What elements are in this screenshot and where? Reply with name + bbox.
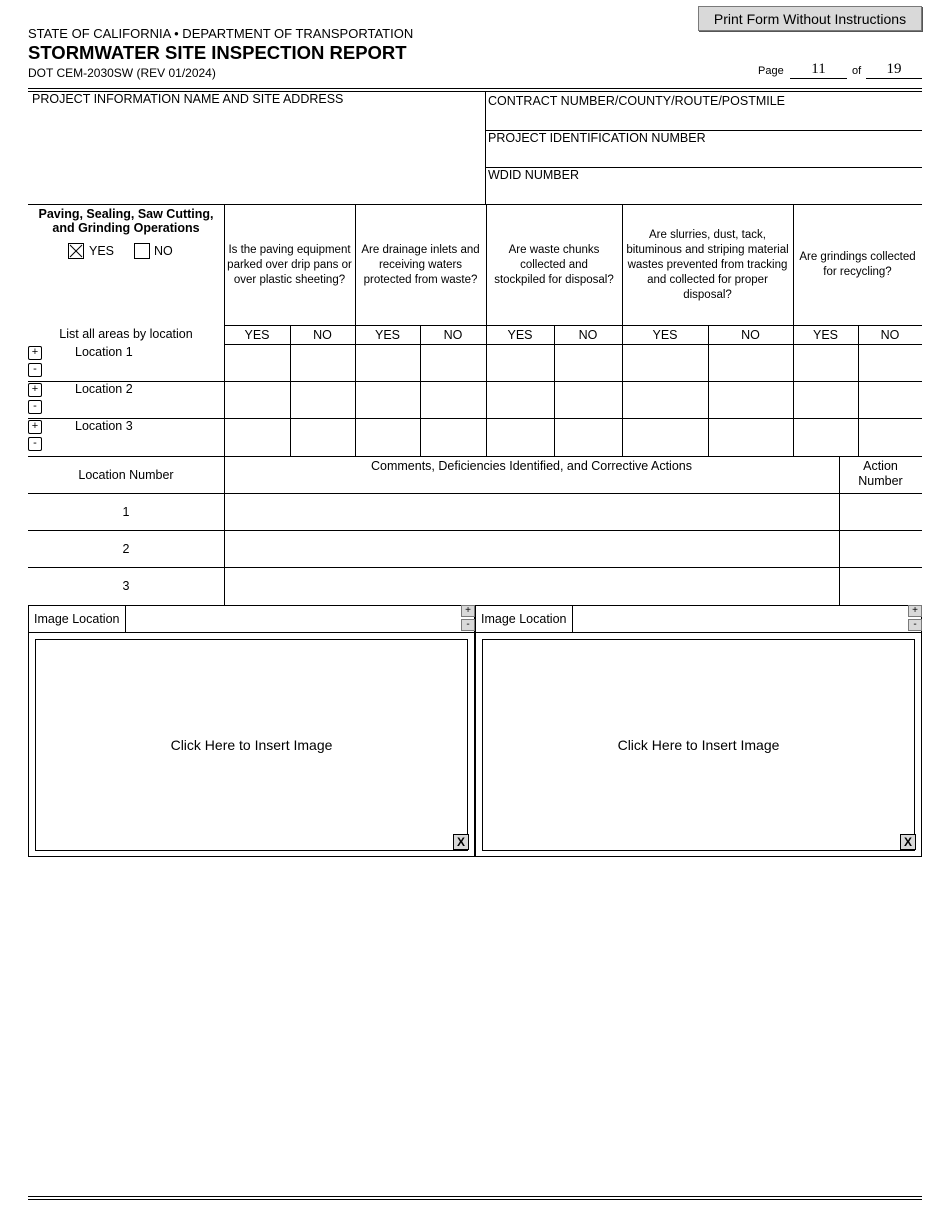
remove-image-button[interactable]: - — [461, 619, 475, 631]
location-input[interactable] — [45, 359, 223, 377]
location-3-q1-yes-cell[interactable] — [225, 419, 289, 455]
project-info-label: PROJECT INFORMATION NAME AND SITE ADDRESS — [32, 92, 344, 106]
location-1-q5-no-cell[interactable] — [859, 345, 921, 380]
location-3-q4-no-cell[interactable] — [709, 419, 792, 455]
divider — [224, 325, 922, 326]
project-id-input[interactable] — [487, 147, 921, 167]
question-text-line: and collected for proper disposal? — [647, 273, 768, 301]
close-icon[interactable]: X — [900, 834, 916, 850]
location-1-q1-yes-cell[interactable] — [225, 345, 289, 380]
question-text-line: collected and — [520, 258, 588, 271]
location-2-q5-yes-cell[interactable] — [794, 382, 857, 417]
question-5-header — [793, 205, 922, 325]
list-areas-label: List all areas by location — [59, 327, 193, 341]
top-rule — [28, 88, 922, 89]
question-text-line: wastes prevented from tracking — [627, 258, 788, 271]
location-2-q2-no-cell[interactable] — [421, 382, 485, 417]
question-text-line: bituminous and striping material — [626, 243, 789, 256]
question-text-line: Are waste chunks — [508, 243, 600, 256]
question-text-line: over plastic sheeting? — [233, 273, 346, 286]
location-2-q4-yes-cell[interactable] — [623, 382, 707, 417]
action-number-input[interactable] — [840, 568, 921, 604]
location-1-q3-no-cell[interactable] — [555, 345, 621, 380]
location-input[interactable] — [45, 433, 223, 451]
section-no-checkbox[interactable] — [134, 243, 150, 259]
location-2-q1-no-cell[interactable] — [291, 382, 354, 417]
answer-no-header: NO — [578, 327, 598, 342]
question-text-line: protected from waste? — [363, 273, 478, 286]
location-1-q1-no-cell[interactable] — [291, 345, 354, 380]
remove-location-button[interactable]: - — [28, 400, 42, 414]
location-3-q3-yes-cell[interactable] — [487, 419, 553, 455]
location-1-q3-yes-cell[interactable] — [487, 345, 553, 380]
insert-image-area[interactable]: Click Here to Insert Image — [35, 639, 468, 851]
action-number-input[interactable] — [840, 494, 921, 529]
agency-name: STATE OF CALIFORNIA • DEPARTMENT OF TRANSPORTATION — [28, 26, 414, 41]
location-2-q2-yes-cell[interactable] — [356, 382, 419, 417]
add-location-button[interactable]: + — [28, 346, 42, 360]
location-2-q5-no-cell[interactable] — [859, 382, 921, 417]
answer-no-header: NO — [313, 327, 332, 342]
form-title: STORMWATER SITE INSPECTION REPORT — [28, 42, 407, 63]
bottom-rule — [28, 1196, 922, 1197]
answer-no-header: NO — [741, 327, 760, 342]
page-label: Page — [758, 65, 784, 77]
question-2-header — [355, 205, 486, 325]
location-number-header: Location Number — [78, 468, 174, 482]
divider — [28, 632, 475, 633]
location-1-q4-yes-cell[interactable] — [623, 345, 707, 380]
divider — [485, 92, 486, 205]
comments-input[interactable] — [225, 568, 838, 604]
question-text-line: Are slurries, dust, tack, — [649, 228, 766, 241]
image-location-input[interactable] — [574, 606, 906, 631]
location-3-q2-yes-cell[interactable] — [356, 419, 419, 455]
location-number-cell: 3 — [122, 579, 130, 593]
location-3-q5-no-cell[interactable] — [859, 419, 921, 455]
action-header-line2: Number — [858, 474, 903, 488]
remove-location-button[interactable]: - — [28, 437, 42, 451]
location-1-q2-yes-cell[interactable] — [356, 345, 419, 380]
answer-yes-header: YES — [812, 327, 838, 342]
question-text-line: Are grindings collected — [799, 251, 916, 263]
image-location-input[interactable] — [127, 606, 459, 631]
action-number-header — [839, 459, 922, 489]
answer-no-header: NO — [443, 327, 463, 342]
add-image-button[interactable]: + — [908, 605, 922, 617]
question-text-line: receiving waters — [378, 258, 463, 271]
remove-image-button[interactable]: - — [908, 619, 922, 631]
of-label: of — [852, 65, 862, 77]
location-label: Location 3 — [75, 419, 133, 433]
insert-image-area[interactable]: Click Here to Insert Image — [482, 639, 915, 851]
question-text-line: stockpiled for disposal? — [494, 273, 614, 286]
location-3-q1-no-cell[interactable] — [291, 419, 354, 455]
section-yes-checkbox[interactable] — [68, 243, 84, 259]
location-number-cell: 2 — [122, 541, 130, 556]
location-2-q3-no-cell[interactable] — [555, 382, 621, 417]
answer-yes-header: YES — [374, 327, 400, 342]
add-location-button[interactable]: + — [28, 383, 42, 397]
project-id-label: PROJECT IDENTIFICATION NUMBER — [488, 131, 706, 145]
add-image-button[interactable]: + — [461, 605, 475, 617]
location-label: Location 2 — [75, 382, 133, 396]
location-1-q4-no-cell[interactable] — [709, 345, 792, 380]
divider — [475, 632, 922, 633]
action-number-input[interactable] — [840, 531, 921, 566]
question-1-header — [224, 205, 355, 325]
contract-input[interactable] — [487, 110, 921, 130]
project-info-input[interactable] — [30, 108, 482, 202]
question-text-line: for recycling? — [823, 266, 892, 278]
location-2-q3-yes-cell[interactable] — [487, 382, 553, 417]
comments-input[interactable] — [225, 494, 838, 529]
add-location-button[interactable]: + — [28, 420, 42, 434]
section-title — [28, 207, 224, 235]
location-3-q2-no-cell[interactable] — [421, 419, 485, 455]
question-text-line: Are drainage inlets and — [361, 243, 480, 256]
question-3-header — [486, 205, 622, 325]
location-3-q4-yes-cell[interactable] — [623, 419, 707, 455]
location-1-q5-yes-cell[interactable] — [794, 345, 857, 380]
answer-no-header: NO — [880, 327, 900, 342]
section-no-label: NO — [154, 244, 173, 258]
action-header-line1: Action — [863, 459, 898, 473]
form-id: DOT CEM-2030SW (REV 01/2024) — [28, 66, 216, 80]
comments-input[interactable] — [225, 531, 838, 566]
answer-yes-header: YES — [652, 327, 678, 342]
location-number-cell: 1 — [122, 504, 130, 519]
location-label: Location 1 — [75, 345, 133, 359]
bottom-rule-2 — [28, 1199, 922, 1200]
check-x-icon — [69, 244, 83, 258]
question-4-header — [622, 205, 793, 325]
remove-location-button[interactable]: - — [28, 363, 42, 377]
location-2-q1-yes-cell[interactable] — [225, 382, 289, 417]
page-number-field[interactable]: 11 — [790, 61, 847, 79]
location-3-q5-yes-cell[interactable] — [794, 419, 857, 455]
section-yes-label: YES — [89, 244, 115, 258]
answer-yes-header: YES — [507, 327, 533, 342]
section-title-line2: and Grinding Operations — [52, 221, 200, 235]
close-icon[interactable]: X — [453, 834, 469, 850]
image-location-label: Image Location — [475, 605, 573, 632]
location-2-q4-no-cell[interactable] — [709, 382, 792, 417]
image-location-label: Image Location — [28, 605, 126, 632]
question-text-line: Is the paving equipment — [228, 243, 351, 256]
wdid-label: WDID NUMBER — [488, 168, 579, 182]
location-3-q3-no-cell[interactable] — [555, 419, 621, 455]
wdid-input[interactable] — [487, 184, 921, 204]
location-1-q2-no-cell[interactable] — [421, 345, 485, 380]
print-form-button[interactable]: Print Form Without Instructions — [698, 6, 922, 31]
location-input[interactable] — [45, 396, 223, 414]
section-title-line1: Paving, Sealing, Saw Cutting, — [38, 207, 214, 221]
comments-header: Comments, Deficiencies Identified, and Corrective Actions — [371, 459, 692, 473]
page-total-field[interactable]: 19 — [866, 61, 922, 79]
answer-yes-header: YES — [244, 327, 270, 342]
contract-label: CONTRACT NUMBER/COUNTY/ROUTE/POSTMILE — [488, 94, 786, 108]
question-text-line: parked over drip pans or — [227, 258, 352, 271]
